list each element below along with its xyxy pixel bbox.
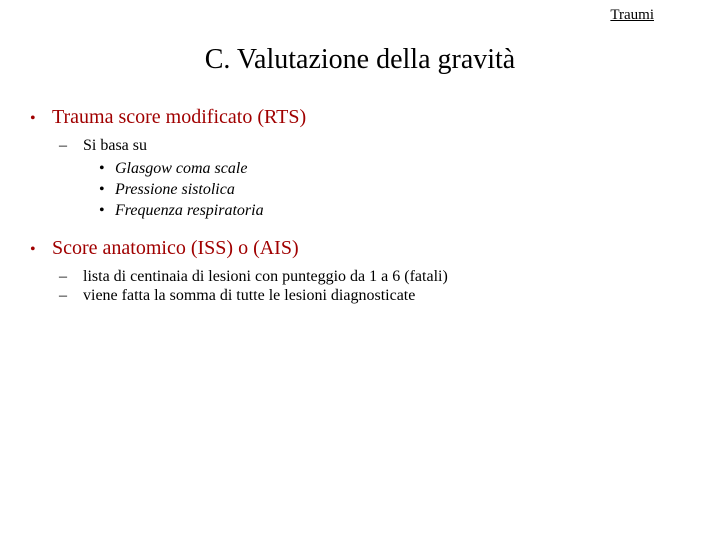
section-rts	[30, 104, 710, 221]
header-tag: Traumi	[610, 7, 654, 23]
section-heading	[30, 235, 710, 263]
nested-list-item	[99, 200, 710, 221]
nested-list-item-text: Glasgow coma scale	[115, 160, 248, 177]
section-heading-text: Score anatomico (ISS) o (AIS)	[52, 237, 299, 259]
section-iss	[30, 235, 710, 305]
list-item-text: Si basa su	[83, 137, 147, 154]
list-item-text: viene fatta la somma di tutte le lesioni diagnosticate	[83, 287, 416, 304]
nested-list-item-text: Frequenza respiratoria	[115, 202, 264, 219]
list-item	[59, 267, 710, 286]
list-item	[59, 136, 710, 155]
slide-content	[30, 104, 710, 305]
bullet-marker: •	[30, 110, 36, 127]
sub-list	[30, 136, 710, 155]
bullet-marker: •	[99, 202, 105, 219]
sub-list	[30, 267, 710, 305]
dash-marker: –	[59, 268, 67, 285]
nested-list-item	[99, 158, 710, 179]
section-spacer	[30, 221, 710, 235]
bullet-marker: •	[99, 160, 105, 177]
list-item-text: lista di centinaia di lesioni con punteggio da 1 a 6 (fatali)	[83, 268, 448, 285]
bullet-marker: •	[30, 241, 36, 258]
list-item	[59, 286, 710, 305]
section-heading	[30, 104, 710, 132]
slide-title: C. Valutazione della gravità	[204, 44, 516, 75]
section-heading-text: Trauma score modificato (RTS)	[52, 106, 307, 128]
dash-marker: –	[59, 137, 67, 154]
nested-list-item	[99, 179, 710, 200]
bullet-marker: •	[99, 181, 105, 198]
dash-marker: –	[59, 287, 67, 304]
nested-list	[30, 158, 710, 221]
nested-list-item-text: Pressione sistolica	[115, 181, 235, 198]
